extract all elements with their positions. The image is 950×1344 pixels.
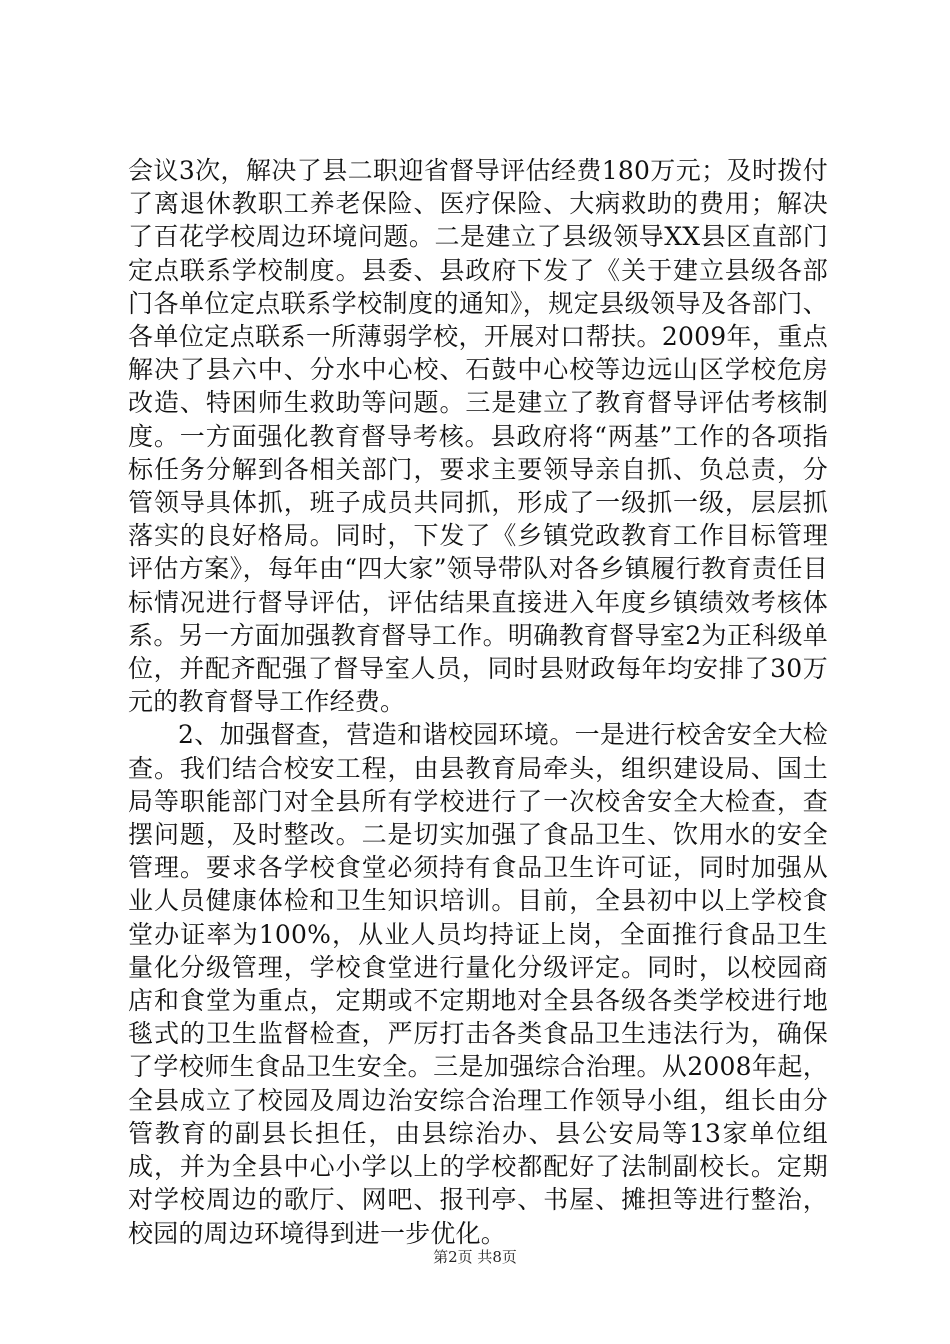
page-number-footer: 第2页 共8页	[433, 1248, 517, 1266]
document-body	[128, 154, 828, 1250]
paragraph-2: 2、加强督查，营造和谐校园环境。一是进行校舍安全大检查。我们结合校安工程，由县教育局牵头，组织建设局、国土局等职能部门对全县所有学校进行了一次校舍安全大检查，查摆问题，及时整改。二是切实加强了食品卫生、饮用水的安全管理。要求各学校食堂必须持有食品卫生许可证，同时加强从业人员健康体检和卫生知识培训。目前，全县初中以上学校食堂办证率为100%，从业人员均持证上岗，全面推行食品卫生量化分级管理，学校食堂进行量化分级评定。同时，以校园商店和食堂为重点，定期或不定期地对全县各级各类学校进行地毯式的卫生监督检查，严厉打击各类食品卫生违法行为，确保了学校师生食品卫生安全。三是加强综合治理。从2008年起，全县成立了校园及周边治安综合治理工作领导小组，组长由分管教育的副县长担任，由县综治办、县公安局等13家单位组成，并为全县中心小学以上的学校都配好了法制副校长。定期对学校周边的歌厅、网吧、报刊亭、书屋、摊担等进行整治，校园的周边环境得到进一步优化。	[128, 720, 828, 1248]
paragraph-1: 会议3次，解决了县二职迎省督导评估经费180万元；及时拨付了离退休教职工养老保险、医疗保险、大病救助的费用；解决了百花学校周边环境问题。二是建立了县级领导XX县区直部门定点联系学校制度。县委、县政府下发了《关于建立县级各部门各单位定点联系学校制度的通知》，规定县级领导及各部门、各单位定点联系一所薄弱学校，开展对口帮扶。2009年，重点解决了县六中、分水中心校、石鼓中心校等边远山区学校危房改造、特困师生救助等问题。三是建立了教育督导评估考核制度。一方面强化教育督导考核。县政府将“两基”工作的各项指标任务分解到各相关部门，要求主要领导亲自抓、负总责，分管领导具体抓，班子成员共同抓，形成了一级抓一级，层层抓落实的良好格局。同时，下发了《乡镇党政教育工作目标管理评估方案》，每年由“四大家”领导带队对各乡镇履行教育责任目标情况进行督导评估，评估结果直接进入年度乡镇绩效考核体系。另一方面加强教育督导工作。明确教育督导室2为正科级单位，并配齐配强了督导室人员，同时县财政每年均安排了30万元的教育督导工作经费。	[128, 156, 828, 717]
